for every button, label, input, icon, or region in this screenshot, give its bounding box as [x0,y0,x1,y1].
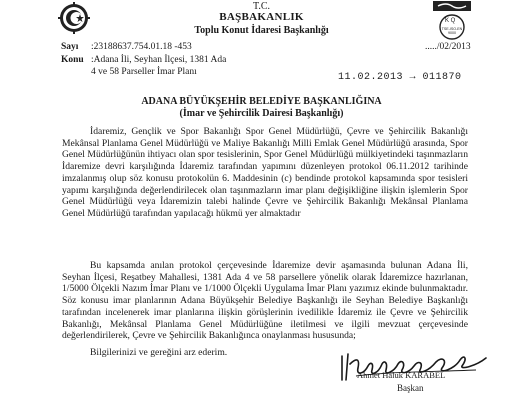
registry-stamp: 11.02.2013 → 011870 [338,72,462,83]
sayi-line [61,41,192,53]
header-institution: BAŞBAKANLIK [219,11,304,23]
signer-name: Ahmet Haluk KARABEL [357,370,446,380]
konu-line-2: 4 ve 58 Parseller İmar Planı [91,67,197,77]
sayi-label: Sayı [61,42,79,52]
closing-sentence: Bilgilerinizi ve gereğini arz ederim. [90,347,228,358]
konu-value: :Adana İli, Seyhan İlçesi, 1381 Ada [91,55,227,65]
header-department: Toplu Konut İdaresi Başkanlığı [194,25,329,36]
body-paragraph-1: İdaremiz, Gençlik ve Spor Bakanlığı Spor Genel Müdürlüğü, Çevre ve Şehircilik Bakanlığı Mekânsal Planlama Genel Müdürlüğü ve Maliye Bakanlığı Milli Emlak Genel Müdürlüğü arasında, Spor Genel Müdürlüğünün ihtiyacı olan spor tesislerinin, Spor Genel Müdürlüğü mülkiyetindeki taşınmazların İdaremize devri karşılığında İdaremiz tarafından yapımını düzenleyen protokol 06.11.2012 tarihinde imzalanmış olup söz konusu protokolün 6. Maddesinin (c) bendinde protokol kapsamında spor tesisleri yapımı karşılığında değerlendirilecek olan taşınmazların imar planı değişikliğine ilişkin işlemlerin Spor Genel Müdürlüğü veya İdaremizin talebi halinde Çevre ve Şehircilik Bakanlığı Mekânsal Planlama Genel Müdürlüğü tarafından yapılacağı hükmü yer almaktadır [62,126,468,219]
letter-date: ...../02/2013 [425,42,471,52]
konu-label: Konu [61,55,84,65]
header-tc: T.C. [252,1,271,12]
addressee-title: ADANA BÜYÜKŞEHİR BELEDİYE BAŞKANLIĞINA [141,96,382,107]
konu-line [61,54,226,66]
badge-bottom-text: TSE-ISO-EN 9000 [441,27,463,35]
sayi-value: :23188637.754.01.18 -453 [91,42,192,52]
badge-top-text: K Q [445,18,456,24]
signer-title: Başkan [397,383,424,393]
addressee-subtitle: (İmar ve Şehircilik Dairesi Başkanlığı) [179,108,344,119]
body-paragraph-2: Bu kapsamda anılan protokol çerçevesinde İdaremize devir aşamasında bulunan Adana İli, Seyhan İlçesi, Reşatbey Mahallesi, 1381 Ada 4 ve 58 parsellere yönelik olarak İdaremizce hazırlanan, 1/5000 Ölçekli Nazım İmar Planı ve 1/1000 Ölçekli Uygulama İmar Planı yazımız ekinde bulunmaktadır. Söz konusu imar planlarının Adana Büyükşehir Belediye Başkanlığı ile Seyhan Belediye Başkanlığı tarafından incelenerek imar planlarına ilişkin görüşlerinin ivedilikle İdaremiz ile Çevre ve Şehircilik Bakanlığı, Mekânsal Planlama Genel Müdürlüğüne iletilmesi ve ilgili mevzuat çerçevesinde değerlendirilerek, Çevre ve Şehircilik Bakanlığınca onaylanması hususunda; [62,260,468,342]
